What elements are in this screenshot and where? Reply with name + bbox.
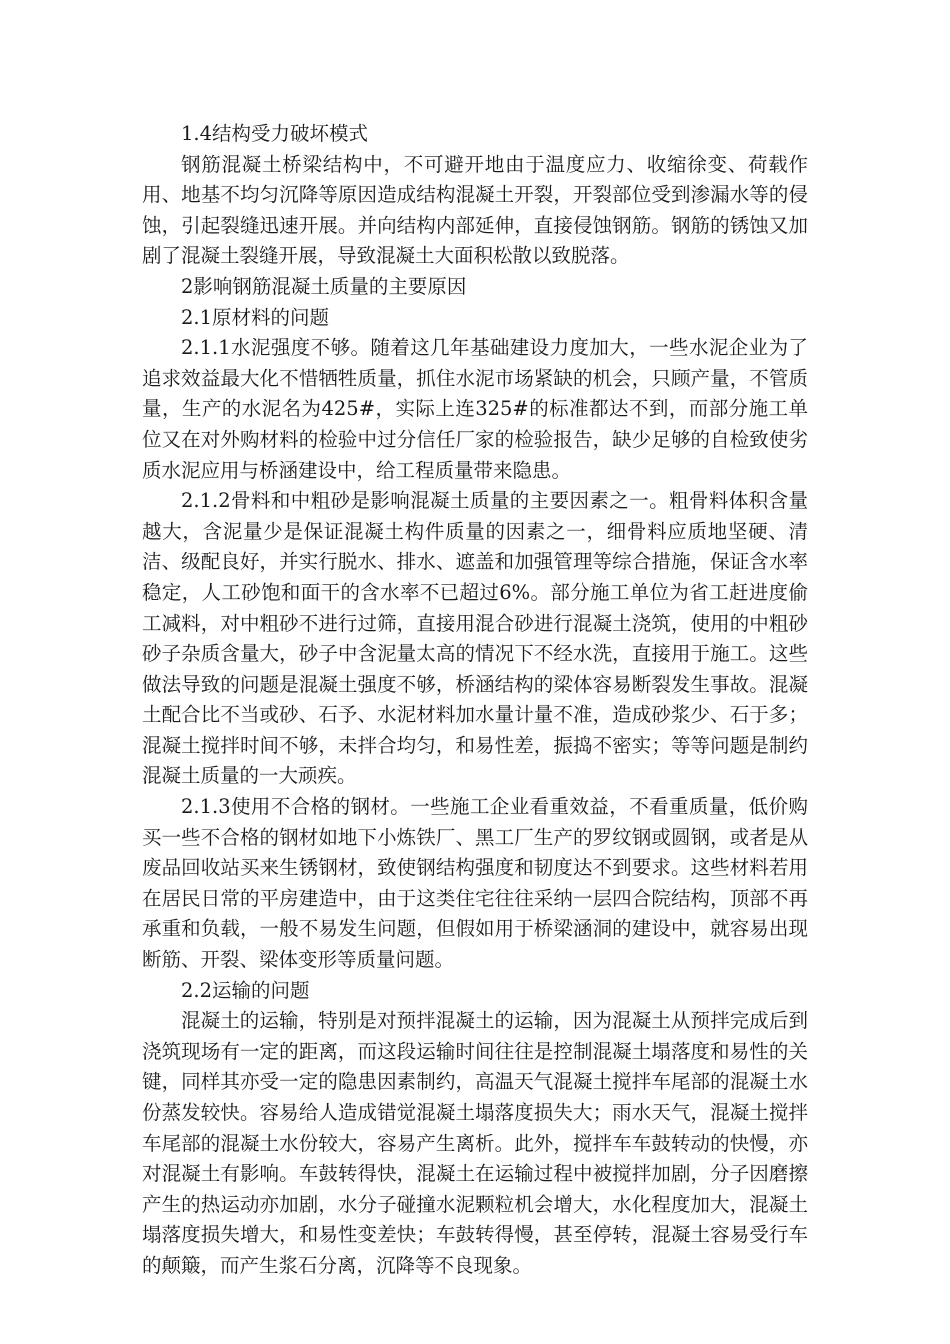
section-heading-1-4: 1.4结构受力破坏模式 (181, 122, 369, 145)
section-heading-2: 2影响钢筋混凝土质量的主要原因 (181, 274, 467, 298)
body-paragraph: 钢筋混凝土桥梁结构中，不可避开地由于温度应力、收缩徐变、荷载作用、地基不均匀沉降等原因造成结构混凝土开裂，开裂部位受到渗漏水等的侵蚀，引起裂缝迅速开展。并向结构内部延伸，直接侵蚀钢筋。钢筋的锈蚀又加剧了混凝土裂缝开展，导致混凝土大面积松散以致脱落。 (142, 152, 808, 268)
section-heading-2-1: 2.1原材料的问题 (181, 305, 330, 329)
body-paragraph: 2.1.2骨料和中粗砂是影响混凝土质量的主要因素之一。粗骨料体积含量越大，含泥量少是保证混凝土构件质量的因素之一，细骨料应质地坚硬、清洁、级配良好，并实行脱水、排水、遮盖和加强管理等综合措施，保证含水率稳定，人工砂饱和面干的含水率不已超过6%。部分施工单位为省工赶进度偷工减料，对中粗砂不进行过筛，直接用混合砂进行混凝土浇筑，使用的中粗砂砂子杂质含量大，砂子中含泥量太高的情况下不经水洗，直接用于施工。这些做法导致的问题是混凝土强度不够，桥涵结构的梁体容易断裂发生事故。混凝土配合比不当或砂、石予、水泥材料加水量计量不准，造成砂浆少、石于多；混凝土搅拌时间不够，未拌合均匀，和易性差，振捣不密实；等等问题是制约混凝土质量的一大顽疾。 (142, 489, 808, 788)
section-heading-2-2: 2.2运输的问题 (181, 978, 310, 1002)
body-paragraph: 2.1.1水泥强度不够。随着这几年基础建设力度加大，一些水泥企业为了追求效益最大化不惜牺牲质量，抓住水泥市场紧缺的机会，只顾产量，不管质量，生产的水泥名为425#，实际上连325#的标准都达不到，而部分施工单位又在对外购材料的检验中过分信任厂家的检验报告，缺少足够的自检致使劣质水泥应用与桥涵建设中，给工程质量带来隐患。 (142, 336, 808, 482)
body-paragraph: 混凝土的运输，特别是对预拌混凝土的运输，因为混凝土从预拌完成后到浇筑现场有一定的距离，而这段运输时间往往是控制混凝土塌落度和易性的关键，同样其亦受一定的隐患因素制约，高温天气混凝土搅拌车尾部的混凝土水份蒸发较快。容易给人造成错觉混凝土塌落度损失大；雨水天气，混凝土搅拌车尾部的混凝土水份较大，容易产生离析。此外，搅拌车车鼓转动的快慢，亦对混凝土有影响。车鼓转得快，混凝土在运输过程中被搅拌加剧，分子因磨擦产生的热运动亦加剧，水分子碰撞水泥颗粒机会增大，水化程度加大，混凝土塌落度损失增大，和易性变差快；车鼓转得慢，甚至停转，混凝土容易受行车的颠簸，而产生浆石分离，沉降等不良现象。 (142, 1009, 808, 1277)
document-body (142, 119, 808, 1282)
body-paragraph: 2.1.3使用不合格的钢材。一些施工企业看重效益，不看重质量，低价购买一些不合格的钢材如地下小炼铁厂、黑工厂生产的罗纹钢或圆钢，或者是从废品回收站买来生锈钢材，致使钢结构强度和韧度达不到要求。这些材料若用在居民日常的平房建造中，由于这类住宅往往采纳一层四合院结构，顶部不再承重和负载，一般不易发生问题，但假如用于桥梁涵洞的建设中，就容易出现断筋、开裂、梁体变形等质量问题。 (142, 795, 808, 972)
